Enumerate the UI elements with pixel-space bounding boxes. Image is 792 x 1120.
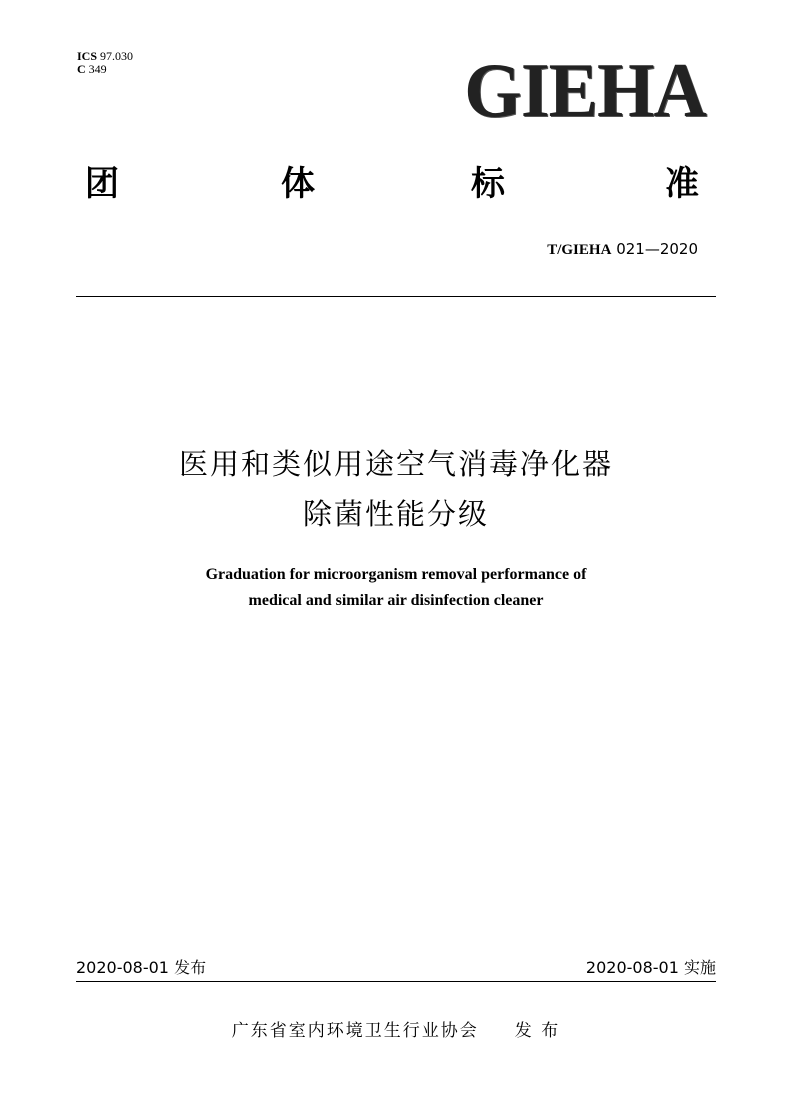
title-cn-line1: 医用和类似用途空气消毒净化器 — [178, 447, 613, 481]
title-cn-line2: 除菌性能分级 — [302, 497, 489, 531]
standard-type-char: 准 — [665, 164, 699, 204]
standard-type-char: 团 — [85, 164, 119, 204]
publish-date: 2020-08-01 发布 — [76, 958, 207, 977]
title-en-line1: Graduation for microorganism removal performance of — [205, 566, 587, 583]
standard-number-prefix: T/GIEHA — [547, 242, 612, 258]
footer-divider — [76, 981, 716, 982]
standard-type-char: 标 — [471, 164, 505, 204]
publisher-line — [0, 1020, 792, 1042]
implement-date: 2020-08-01 实施 — [585, 958, 716, 977]
gieha-logo: GIEHA — [464, 47, 706, 134]
ics-code: ICS 97.030 — [77, 49, 134, 63]
publisher-org: 广东省室内环境卫生行业协会 — [231, 1021, 479, 1041]
standard-number — [547, 240, 698, 259]
title-en-line2: medical and similar air disinfection cleaner — [248, 592, 544, 609]
classification-codes — [77, 50, 133, 76]
publisher-action: 发 布 — [514, 1021, 561, 1041]
header-divider — [76, 296, 716, 297]
standard-number-value: 021—2020 — [616, 240, 698, 258]
ccs-code: C 349 — [77, 62, 107, 76]
standard-type-char: 体 — [281, 164, 315, 204]
standard-type-heading — [85, 160, 709, 210]
